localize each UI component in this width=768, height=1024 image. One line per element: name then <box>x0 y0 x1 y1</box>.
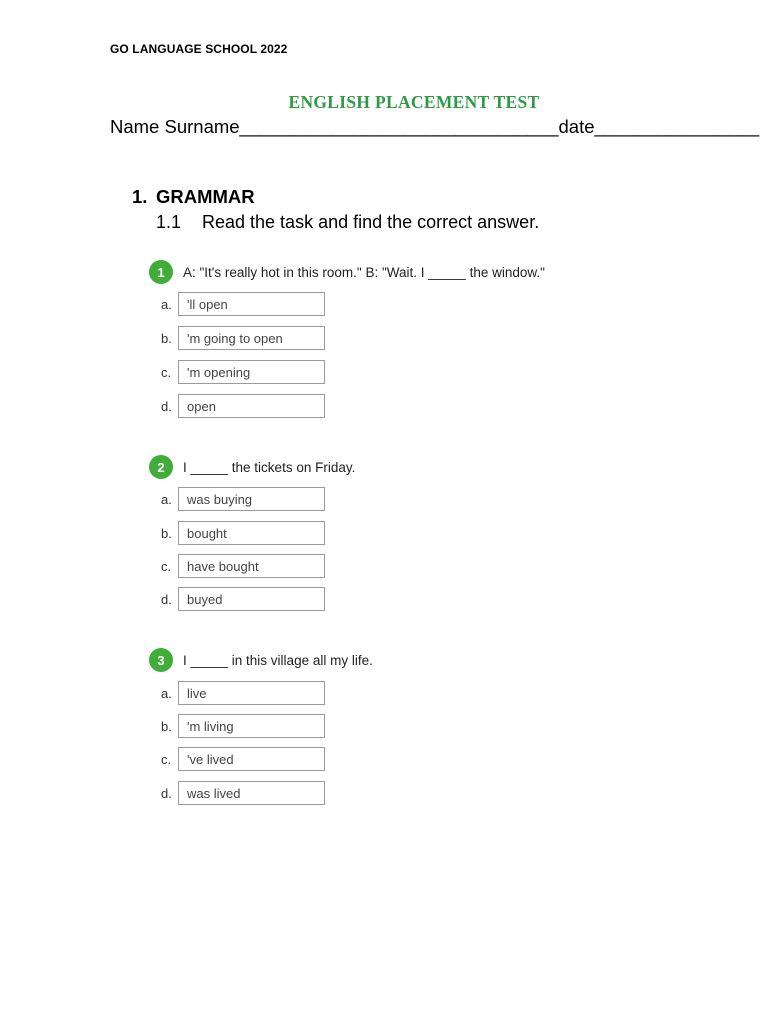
test-title: ENGLISH PLACEMENT TEST <box>288 92 540 112</box>
question-text: I _____ the tickets on Friday. <box>183 459 356 475</box>
question-text: I _____ in this village all my life. <box>183 652 373 668</box>
question-number-badge: 1 <box>149 260 173 284</box>
name-date-line: Name Surname_______________________________date________________ <box>110 116 760 137</box>
option-a[interactable] <box>161 487 325 511</box>
section-number: 1. <box>132 186 148 207</box>
option-letter: d. <box>161 398 172 414</box>
question-header <box>149 455 355 479</box>
option-letter: a. <box>161 685 172 701</box>
option-letter: c. <box>161 751 172 767</box>
question-text: A: "It's really hot in this room." B: "Wait. I _____ the window." <box>183 264 545 280</box>
subsection-number: 1.1 <box>156 212 182 232</box>
option-b[interactable] <box>161 521 325 545</box>
option-box[interactable]: was buying <box>178 487 325 511</box>
option-letter: a. <box>161 491 172 507</box>
question-number-badge: 2 <box>149 455 173 479</box>
option-d[interactable] <box>161 781 325 805</box>
option-letter: d. <box>161 591 172 607</box>
option-c[interactable] <box>161 360 325 384</box>
question-number-badge: 3 <box>149 648 173 672</box>
option-a[interactable] <box>161 292 325 316</box>
option-box[interactable]: buyed <box>178 587 325 611</box>
option-b[interactable] <box>161 714 325 738</box>
option-c[interactable] <box>161 747 325 771</box>
option-c[interactable] <box>161 554 325 578</box>
question-3 <box>149 648 373 801</box>
option-box[interactable]: 'm living <box>178 714 325 738</box>
option-box[interactable]: 'm going to open <box>178 326 325 350</box>
option-d[interactable] <box>161 587 325 611</box>
option-box[interactable]: was lived <box>178 781 325 805</box>
question-1 <box>149 260 545 414</box>
option-letter: c. <box>161 364 172 380</box>
option-box[interactable]: 'm opening <box>178 360 325 384</box>
option-letter: b. <box>161 330 172 346</box>
option-box[interactable]: 've lived <box>178 747 325 771</box>
question-header <box>149 260 545 284</box>
option-b[interactable] <box>161 326 325 350</box>
school-header: GO LANGUAGE SCHOOL 2022 <box>110 42 288 56</box>
option-box[interactable]: open <box>178 394 325 418</box>
option-letter: d. <box>161 785 172 801</box>
option-box[interactable]: have bought <box>178 554 325 578</box>
section-title: GRAMMAR <box>156 186 255 207</box>
subsection-heading <box>156 212 539 233</box>
option-letter: b. <box>161 718 172 734</box>
option-box[interactable]: 'll open <box>178 292 325 316</box>
option-letter: b. <box>161 525 172 541</box>
option-a[interactable] <box>161 681 325 705</box>
question-2 <box>149 455 356 607</box>
section-heading <box>132 186 255 208</box>
question-header <box>149 648 373 672</box>
option-letter: a. <box>161 296 172 312</box>
option-letter: c. <box>161 558 172 574</box>
option-box[interactable]: live <box>178 681 325 705</box>
subsection-title: Read the task and find the correct answer. <box>202 212 540 232</box>
option-d[interactable] <box>161 394 325 418</box>
option-box[interactable]: bought <box>178 521 325 545</box>
